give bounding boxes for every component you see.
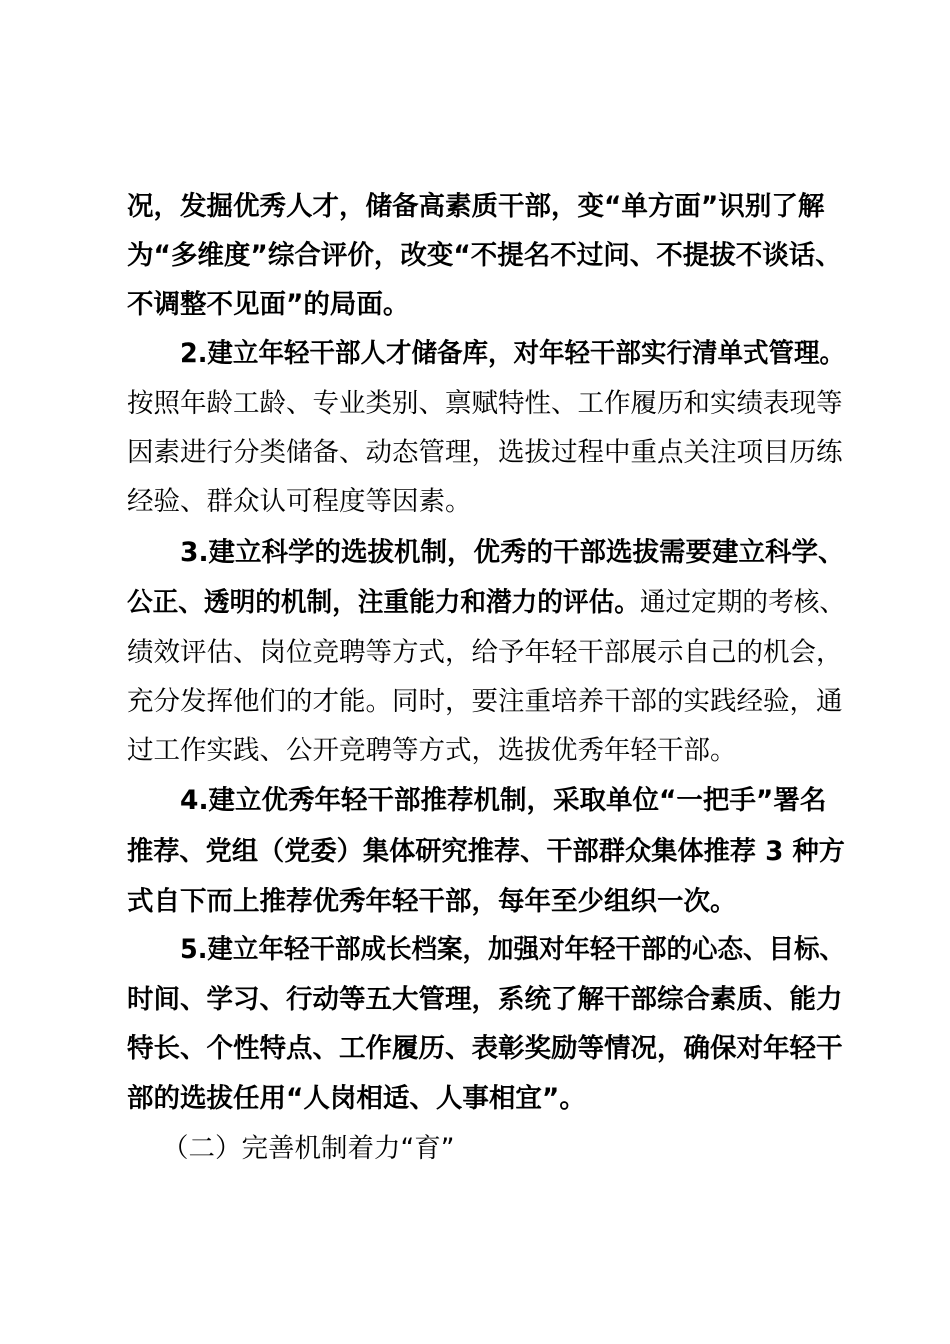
text-run: 推荐、党组（党委）集体研究推荐、干部群众集体推荐 3 种方 [127, 836, 845, 867]
para-2-line-1 [180, 336, 845, 372]
text-run: 5.建立年轻干部成长档案，加强对年轻干部的心态、目标、 [180, 934, 846, 965]
text-run: 时间、学习、行动等五大管理，系统了解干部综合素质、能力 [127, 984, 843, 1015]
para-4-line-2 [127, 834, 845, 870]
text-run: 经验、群众认可程度等因素。 [127, 486, 472, 517]
text-run: 通过定期的考核、 [639, 587, 845, 618]
para-3-line-4 [127, 684, 843, 720]
para-3-line-3 [127, 635, 843, 671]
para-1-line-1 [127, 189, 824, 225]
text-run-bold: 公正、透明的机制，注重能力和潜力的评估。 [127, 587, 640, 618]
text-run: 过工作实践、公开竞聘等方式，选拔优秀年轻干部。 [127, 735, 737, 766]
text-run: 按照年龄工龄、专业类别、禀赋特性、工作履历和实绩表现等 [127, 388, 843, 419]
para-5-line-3 [127, 1031, 843, 1067]
text-run: 3.建立科学的选拔机制，优秀的干部选拔需要建立科学、 [180, 537, 845, 568]
text-run: 不调整不见面”的局面。 [127, 289, 410, 320]
para-3-line-2 [127, 585, 845, 621]
para-5-line-2 [127, 982, 843, 1018]
para-2-line-3 [127, 435, 843, 471]
para-4-line-1 [180, 783, 826, 819]
para-1-line-2 [127, 238, 842, 274]
para-2-line-4 [127, 484, 472, 520]
para-4-line-3 [127, 884, 737, 920]
text-run: 况，发掘优秀人才，储备高素质干部，变“单方面”识别了解 [127, 191, 825, 222]
text-run: 绩效评估、岗位竞聘等方式，给予年轻干部展示自己的机会， [127, 637, 843, 668]
text-run: 充分发挥他们的才能。同时，要注重培养干部的实践经验，通 [127, 686, 843, 717]
text-run: 部的选拔任用“人岗相适、人事相宜”。 [127, 1083, 586, 1114]
para-3-line-1 [180, 535, 845, 571]
text-run: 4.建立优秀年轻干部推荐机制，采取单位“一把手”署名 [180, 785, 827, 816]
text-run: 特长、个性特点、工作履历、表彰奖励等情况，确保对年轻干 [127, 1033, 843, 1064]
para-3-line-5 [127, 733, 737, 769]
para-5-line-1 [180, 932, 845, 968]
para-2-line-2 [127, 386, 843, 422]
text-run: 2.建立年轻干部人才储备库，对年轻干部实行清单式管理。 [180, 338, 846, 369]
text-run: 因素进行分类储备、动态管理，选拔过程中重点关注项目历练 [127, 437, 843, 468]
text-run: （二）完善机制着力“育” [162, 1133, 455, 1164]
para-5-line-4 [127, 1081, 586, 1117]
text-run: 为“多维度”综合评价，改变“不提名不过问、不提拔不谈话、 [127, 240, 842, 271]
section-heading [162, 1131, 454, 1167]
text-run: 式自下而上推荐优秀年轻干部，每年至少组织一次。 [127, 886, 737, 917]
para-1-line-3 [127, 287, 409, 323]
